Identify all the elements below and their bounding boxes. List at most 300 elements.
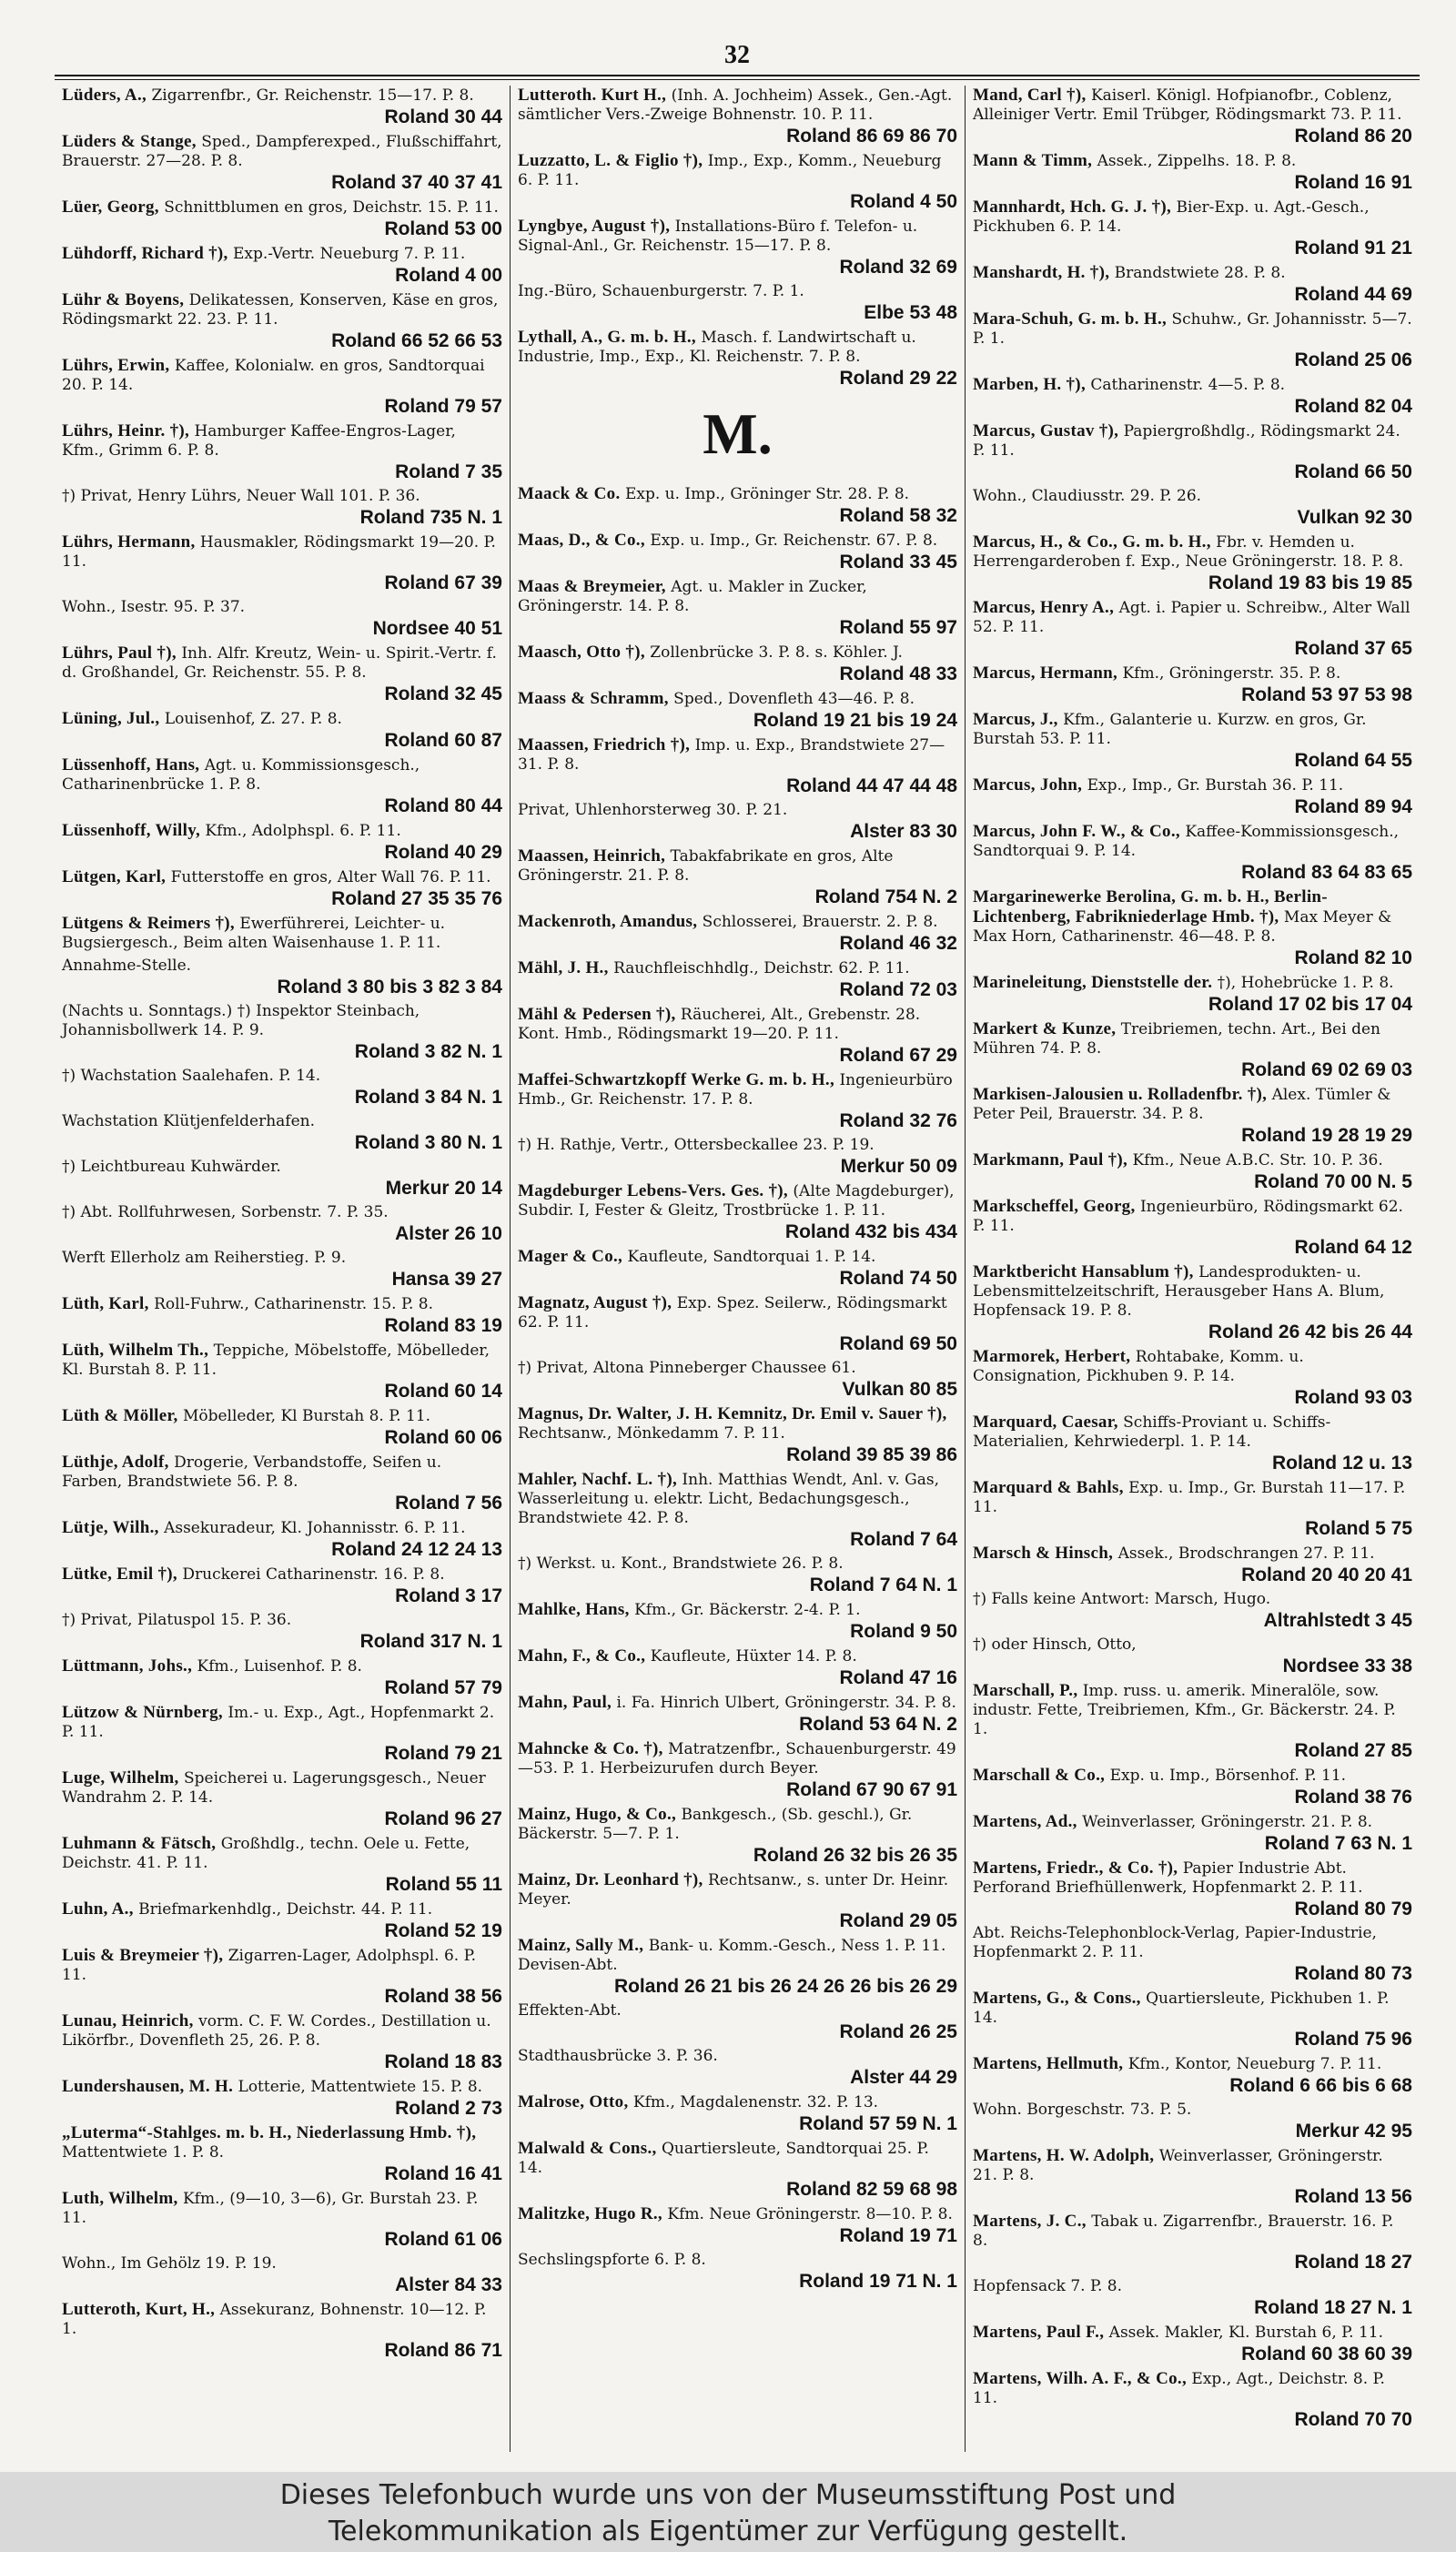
entry-name: Marcus, Gustav †), — [973, 421, 1119, 441]
entry-name: Lühr & Boyens, — [62, 290, 185, 309]
directory-entry — [973, 1262, 1412, 1343]
directory-entry — [973, 1478, 1412, 1540]
entry-details: Delikatessen, Konserven, Käse en gros, Rödingsmarkt 22. 23. P. 11. — [62, 291, 499, 329]
directory-entry — [518, 2204, 957, 2247]
entry-phone: Roland 60 87 — [384, 730, 502, 751]
directory-entry — [973, 1924, 1412, 1985]
entry-details: Zigarrenfbr., Gr. Reichenstr. 15—17. P. 8. — [151, 86, 474, 105]
entry-details: vorm. C. F. W. Cordes., Destillation u. Likörfbr., Dovenfleth 25, 26. P. 8. — [62, 2012, 491, 2050]
entry-phone: Roland 66 50 — [1294, 461, 1412, 482]
entry-name: Martens, Ad., — [973, 1812, 1077, 1831]
entry-name: Marcus, John, — [973, 775, 1083, 795]
directory-entry — [518, 328, 957, 390]
entry-phone: Roland 53 64 N. 2 — [799, 1714, 957, 1735]
entry-details: Agt. u. Makler in Zucker, Gröningerstr. 14. P. 8. — [518, 578, 867, 615]
entry-name: Mähl, J. H., — [518, 958, 609, 977]
entry-details: (Alte Magdeburger), Subdir. I, Fester & Gleitz, Trostbrücke 1. P. 11. — [518, 1182, 955, 1220]
directory-entry — [62, 197, 502, 240]
entry-phone: Roland 30 44 — [384, 106, 502, 127]
directory-entry — [62, 132, 502, 194]
entry-name: Maack & Co. — [518, 484, 621, 503]
entry-name: Lüssenhoff, Hans, — [62, 755, 200, 775]
entry-phone: Roland 52 19 — [384, 1920, 502, 1941]
entry-name: Lüders, A., — [62, 86, 147, 105]
entry-phone: Roland 82 04 — [1294, 396, 1412, 417]
entry-details: Schuhw., Gr. Johannisstr. 5—7. P. 1. — [973, 310, 1412, 348]
entry-details: Hopfensack 7. P. 8. — [973, 2277, 1122, 2295]
directory-entry — [518, 282, 957, 324]
entry-phone: Roland 19 28 19 29 — [1241, 1125, 1412, 1146]
entry-name: Mahncke & Co. †), — [518, 1739, 663, 1758]
entry-details: Briefmarkenhdlg., Deichstr. 44. P. 11. — [138, 1900, 433, 1919]
entry-phone: Roland 67 39 — [384, 572, 502, 593]
entry-name: Lütgens & Reimers †), — [62, 914, 235, 933]
entry-phone: Roland 3 80 bis 3 82 3 84 — [277, 977, 502, 998]
entry-details: Louisenhof, Z. 27. P. 8. — [164, 710, 342, 728]
entry-details: Imp., Exp., Komm., Neueburg 6. P. 11. — [518, 152, 942, 189]
directory-entry — [62, 1406, 502, 1449]
entry-name: Lyngbye, August †), — [518, 217, 671, 236]
entry-name: Marcus, Henry A., — [973, 598, 1115, 617]
entry-details: Weinverlasser, Gröningerstr. 21. P. 8. — [1082, 1813, 1373, 1831]
entry-details: Wohn. Borgeschstr. 73. P. 5. — [973, 2101, 1192, 2119]
entry-phone: Roland 93 03 — [1294, 1387, 1412, 1408]
directory-entry — [518, 1293, 957, 1355]
directory-entry — [973, 973, 1412, 1016]
entry-details: Werft Ellerholz am Reiherstieg. P. 9. — [62, 1249, 347, 1267]
entry-name: Magnus, Dr. Walter, J. H. Kemnitz, Dr. Emil v. Sauer †), — [518, 1404, 947, 1423]
entry-details: Exp. u. Imp., Börsenhof. P. 11. — [1109, 1767, 1347, 1785]
directory-entry — [62, 643, 502, 705]
entry-name: Lüth, Wilhelm Th., — [62, 1341, 209, 1360]
entry-details: Lotterie, Mattentwiete 15. P. 8. — [238, 2078, 483, 2096]
entry-phone: Roland 3 17 — [395, 1585, 502, 1606]
entry-details: Mattentwiete 1. P. 8. — [62, 2143, 225, 2162]
entry-details: Quartiersleute, Sandtorquai 25. P. 14. — [518, 2140, 929, 2177]
entry-phone: Alster 83 30 — [850, 821, 957, 842]
entry-name: Lüttmann, Johs., — [62, 1656, 193, 1676]
entry-name: Lütke, Emil †), — [62, 1565, 177, 1584]
entry-name: Luge, Wilhelm, — [62, 1768, 179, 1787]
entry-phone: Roland 2 73 — [395, 2098, 502, 2119]
directory-entry — [518, 1070, 957, 1132]
directory-entry — [518, 1404, 957, 1466]
entry-phone: Nordsee 40 51 — [372, 618, 502, 639]
entry-name: Malwald & Cons., — [518, 2139, 657, 2158]
entry-details: (Inh. A. Jochheim) Assek., Gen.-Agt. sämtlicher Vers.-Zweige Bohnenstr. 10. P. 11. — [518, 86, 953, 124]
directory-entry — [973, 1347, 1412, 1409]
entry-details: Max Meyer & Max Horn, Catharinenstr. 46—48. P. 8. — [973, 908, 1392, 946]
entry-details: Kaffee-Kommissionsgesch., Sandtorquai 9. P. 14. — [973, 823, 1400, 860]
entry-phone: Roland 3 84 N. 1 — [354, 1087, 502, 1108]
entry-name: Martens, Friedr., & Co. †), — [973, 1858, 1178, 1878]
directory-entry — [62, 2011, 502, 2073]
entry-details: †) Wachstation Saalehafen. P. 14. — [62, 1067, 321, 1085]
entry-name: Marcus, John F. W., & Co., — [973, 822, 1180, 841]
entry-details: Ingenieurbüro, Rödingsmarkt 62. P. 11. — [973, 1198, 1403, 1235]
entry-details: Schiffs-Proviant u. Schiffs-Materialien, Kehrwiederpl. 1. P. 14. — [973, 1413, 1331, 1451]
entry-name: Manshardt, H. †), — [973, 263, 1110, 282]
entry-details: Futterstoffe en gros, Alter Wall 76. P. 11. — [170, 868, 491, 886]
directory-entry — [518, 1136, 957, 1178]
directory-entry — [62, 2189, 502, 2251]
entry-details: Drogerie, Verbandstoffe, Seifen u. Farben, Brandstwiete 56. P. 8. — [62, 1453, 442, 1491]
directory-entry — [518, 801, 957, 843]
entry-details: Privat, Uhlenhorsterweg 30. P. 21. — [518, 801, 788, 819]
entry-details: Speicherei u. Lagerungsgesch., Neuer Wandrahm 2. P. 14. — [62, 1769, 486, 1807]
directory-entry — [518, 577, 957, 639]
entry-phone: Roland 39 85 39 86 — [786, 1444, 957, 1465]
entry-details: Hamburger Kaffee-Engros-Lager, Kfm., Grimm 6. P. 8. — [62, 422, 456, 460]
entry-details: Exp., Agt., Deichstr. 8. P. 11. — [973, 2370, 1385, 2407]
entry-details: Annahme-Stelle. — [62, 957, 192, 975]
entry-name: Markscheffel, Georg, — [973, 1197, 1136, 1216]
entry-name: Maass & Schramm, — [518, 689, 669, 708]
entry-phone: Roland 20 40 20 41 — [1241, 1565, 1412, 1585]
entry-details: Möbelleder, Kl Burstah 8. P. 11. — [182, 1407, 431, 1425]
directory-entry — [973, 532, 1412, 594]
entry-details: Weinverlasser, Gröningerstr. 21. P. 8. — [973, 2147, 1383, 2184]
entry-phone: Roland 47 16 — [839, 1667, 957, 1688]
entry-phone: Roland 79 21 — [384, 1743, 502, 1764]
directory-entry — [62, 1656, 502, 1699]
entry-details: Kfm. Neue Gröningerstr. 8—10. P. 8. — [667, 2205, 953, 2223]
entry-phone: Roland 317 N. 1 — [359, 1631, 502, 1652]
entry-details: Zigarren-Lager, Adolphspl. 6. P. 11. — [62, 1947, 476, 1984]
entry-phone: Roland 19 71 N. 1 — [799, 2271, 957, 2292]
directory-entry — [518, 846, 957, 908]
directory-entry — [62, 1565, 502, 1607]
entry-details: Kfm., Kontor, Neueburg 7. P. 11. — [1127, 2055, 1382, 2073]
directory-entry — [973, 86, 1412, 147]
entry-phone: Roland 44 47 44 48 — [786, 775, 957, 796]
entry-phone: Roland 754 N. 2 — [814, 886, 957, 907]
entry-details: †) Falls keine Antwort: Marsch, Hugo. — [973, 1590, 1271, 1608]
entry-details: Assek., Zippelhs. 18. P. 8. — [1097, 152, 1297, 170]
entry-details: Kfm., Neue A.B.C. Str. 10. P. 36. — [1132, 1151, 1383, 1170]
directory-entry — [62, 487, 502, 529]
directory-entry — [518, 1247, 957, 1290]
entry-details: †), Hohebrücke 1. P. 8. — [1217, 974, 1394, 992]
entry-phone: Roland 7 64 — [850, 1529, 957, 1550]
entry-phone: Roland 26 21 bis 26 24 26 26 bis 26 29 — [613, 1976, 957, 1997]
entry-name: Luzzatto, L. & Figlio †), — [518, 151, 703, 170]
directory-entry — [62, 2300, 502, 2362]
entry-details: Sped., Dovenfleth 43—46. P. 8. — [673, 690, 915, 708]
directory-entry — [973, 197, 1412, 259]
directory-entry — [973, 1019, 1412, 1081]
directory-entry — [518, 2092, 957, 2135]
directory-entry — [518, 217, 957, 278]
directory-entry — [973, 421, 1412, 483]
directory-entry — [62, 1518, 502, 1561]
entry-name: Mähl & Pedersen †), — [518, 1005, 676, 1024]
entry-name: Malitzke, Hugo R., — [518, 2204, 662, 2223]
directory-entry — [518, 1739, 957, 1801]
entry-details: Sped., Dampferexped., Flußschiffahrt, Brauerstr. 27—28. P. 8. — [62, 133, 502, 170]
footer-notice — [0, 2472, 1456, 2552]
entry-phone: Merkur 50 09 — [840, 1156, 957, 1177]
entry-details: Kfm., Adolphspl. 6. P. 11. — [205, 822, 401, 840]
entry-phone: Vulkan 80 85 — [842, 1379, 957, 1400]
entry-details: Papier Industrie Abt. Perforand Briefhüllenwerk, Hopfenmarkt 2. P. 11. — [973, 1859, 1363, 1897]
entry-details: Stadthausbrücke 3. P. 36. — [518, 2047, 718, 2065]
entry-details: Bankgesch., (Sb. geschl.), Gr. Bäckerstr. 5—7. P. 1. — [518, 1806, 913, 1843]
entry-phone: Roland 48 33 — [839, 663, 957, 684]
directory-entry — [62, 1703, 502, 1765]
entry-name: Marktbericht Hansablum †), — [973, 1262, 1194, 1281]
entry-phone: Roland 18 83 — [384, 2051, 502, 2072]
page-number: 32 — [724, 41, 750, 69]
directory-entry — [62, 356, 502, 418]
directory-entry — [973, 2054, 1412, 2097]
entry-name: Lützow & Nürnberg, — [62, 1703, 223, 1722]
entry-details: Exp.-Vertr. Neueburg 7. P. 11. — [233, 245, 466, 263]
entry-phone: Roland 735 N. 1 — [359, 507, 502, 528]
entry-name: Markert & Kunze, — [973, 1019, 1117, 1038]
entry-name: Lütje, Wilh., — [62, 1518, 159, 1537]
entry-phone: Roland 33 45 — [839, 552, 957, 572]
entry-phone: Roland 3 80 N. 1 — [354, 1132, 502, 1153]
footer-line-1: Dieses Telefonbuch wurde uns von der Museumsstiftung Post und — [279, 2479, 1177, 2511]
entry-name: Mainz, Hugo, & Co., — [518, 1805, 677, 1824]
entry-details: †) Privat, Pilatuspol 15. P. 36. — [62, 1611, 292, 1629]
entry-name: Mand, Carl †), — [973, 86, 1087, 105]
header-rule — [55, 75, 1420, 80]
entry-phone: Roland 37 40 37 41 — [331, 172, 502, 193]
directory-entry — [518, 1470, 957, 1551]
entry-details: Ingenieurbüro Hmb., Gr. Reichenstr. 17. P. 8. — [518, 1071, 953, 1109]
entry-name: Maffei-Schwartzkopff Werke G. m. b. H., — [518, 1070, 835, 1089]
directory-entry — [973, 598, 1412, 660]
entry-details: †) Werkst. u. Kont., Brandstwiete 26. P. 8. — [518, 1554, 844, 1573]
directory-entry — [62, 1611, 502, 1653]
directory-page — [55, 36, 1420, 2465]
entry-details: Kaufleute, Sandtorquai 1. P. 14. — [627, 1248, 876, 1266]
entry-details: Treibriemen, techn. Art., Bei den Mühren 74. P. 8. — [973, 1020, 1380, 1058]
entry-phone: Roland 38 56 — [384, 1986, 502, 2007]
entry-details: Assek. Makler, Kl. Burstah 6, P. 11. — [1108, 2324, 1383, 2342]
entry-name: Lühdorff, Richard †), — [62, 244, 228, 263]
entry-details: Quartiersleute, Pickhuben 1. P. 14. — [973, 1990, 1390, 2027]
entry-phone: Roland 86 69 86 70 — [786, 126, 957, 147]
entry-phone: Roland 80 73 — [1294, 1963, 1412, 1984]
entry-phone: Alster 84 33 — [395, 2274, 502, 2295]
entry-phone: Roland 18 27 — [1294, 2252, 1412, 2273]
entry-details: Rauchfleischhdlg., Deichstr. 62. P. 11. — [613, 959, 910, 977]
entry-name: Martens, Wilh. A. F., & Co., — [973, 2369, 1188, 2388]
entry-name: Lüthje, Adolf, — [62, 1453, 169, 1472]
directory-entry — [973, 1766, 1412, 1808]
directory-entry — [62, 86, 502, 128]
entry-details: Exp. Spez. Seilerw., Rödingsmarkt 62. P. 11. — [518, 1294, 947, 1332]
entry-name: Malrose, Otto, — [518, 2092, 629, 2111]
directory-entry — [518, 2047, 957, 2089]
column-1 — [55, 86, 510, 2452]
entry-name: Magdeburger Lebens-Vers. Ges. †), — [518, 1181, 788, 1200]
entry-details: i. Fa. Hinrich Ulbert, Gröningerstr. 34. P. 8. — [616, 1694, 956, 1712]
entry-name: Luth, Wilhelm, — [62, 2189, 178, 2208]
entry-phone: Roland 38 76 — [1294, 1787, 1412, 1808]
entry-phone: Vulkan 92 30 — [1297, 507, 1412, 528]
entry-name: Marschall, P., — [973, 1681, 1078, 1700]
entry-phone: Roland 57 59 N. 1 — [799, 2113, 957, 2134]
directory-entry — [518, 1693, 957, 1736]
directory-entry — [62, 290, 502, 352]
directory-entry — [518, 2251, 957, 2293]
entry-name: Lüssenhoff, Willy, — [62, 821, 201, 840]
entry-details: Alex. Tümler & Peter Peil, Brauerstr. 34. P. 8. — [973, 1086, 1391, 1123]
entry-phone: Roland 32 45 — [384, 684, 502, 704]
entry-phone: Roland 55 97 — [839, 617, 957, 638]
entry-name: Lüer, Georg, — [62, 197, 159, 217]
directory-entry — [62, 532, 502, 594]
entry-name: Mahn, Paul, — [518, 1693, 612, 1712]
entry-name: Magnatz, August †), — [518, 1293, 672, 1312]
entry-name: Marcus, H., & Co., G. m. b. H., — [973, 532, 1211, 552]
directory-entry — [518, 2139, 957, 2201]
entry-phone: Roland 69 50 — [839, 1333, 957, 1354]
entry-phone: Roland 24 12 24 13 — [331, 1539, 502, 1560]
directory-entry — [518, 1646, 957, 1689]
entry-name: Mackenroth, Amandus, — [518, 912, 698, 931]
entry-name: Luhn, A., — [62, 1899, 134, 1919]
directory-entry — [62, 1834, 502, 1896]
entry-name: Lüth, Karl, — [62, 1294, 149, 1313]
entry-name: Lührs, Heinr. †), — [62, 421, 190, 441]
entry-details: Imp. russ. u. amerik. Mineralöle, sow. industr. Fette, Treibriemen, Kfm., Gr. Bäckerstr. 24. P. 1. — [973, 1682, 1396, 1738]
directory-entry — [973, 1636, 1412, 1677]
directory-entry — [62, 867, 502, 910]
directory-entry — [62, 598, 502, 640]
entry-phone: Roland 64 55 — [1294, 750, 1412, 771]
directory-entry — [518, 2001, 957, 2043]
directory-entry — [62, 2123, 502, 2185]
directory-entry — [973, 1150, 1412, 1193]
entry-details: Rechtsanw., Mönkedamm 7. P. 11. — [518, 1424, 785, 1443]
entry-phone: Roland 86 20 — [1294, 126, 1412, 147]
entry-name: Martens, Hellmuth, — [973, 2054, 1124, 2073]
directory-entry — [973, 1197, 1412, 1259]
entry-name: Lutteroth. Kurt H., — [518, 86, 667, 105]
directory-entry — [62, 709, 502, 752]
directory-entry — [973, 2212, 1412, 2274]
entry-details: Schnittblumen en gros, Deichstr. 15. P. 11. — [164, 198, 499, 217]
column-2 — [510, 86, 965, 2452]
entry-phone: Roland 67 29 — [839, 1045, 957, 1066]
directory-entry — [518, 1600, 957, 1643]
entry-details: Inh. Matthias Wendt, Anl. v. Gas, Wasserleitung u. elektr. Licht, Bedachungsgesch., Brandstwiete 42. P. 8. — [518, 1471, 940, 1527]
entry-details: Roll-Fuhrw., Catharinenstr. 15. P. 8. — [154, 1295, 433, 1313]
entry-details: Druckerei Catharinenstr. 16. P. 8. — [182, 1565, 445, 1584]
columns — [55, 86, 1420, 2452]
directory-entry — [62, 1112, 502, 1154]
entry-details: Im.- u. Exp., Agt., Hopfenmarkt 2. P. 11. — [62, 1704, 495, 1741]
directory-entry — [973, 663, 1412, 706]
entry-details: †) Leichtbureau Kuhwärder. — [62, 1158, 281, 1176]
entry-phone: Roland 9 50 — [850, 1621, 957, 1642]
entry-details: Hausmakler, Rödingsmarkt 19—20. P. 11. — [62, 533, 496, 571]
entry-details: Brandstwiete 28. P. 8. — [1114, 264, 1286, 282]
entry-details: †) Privat, Henry Lührs, Neuer Wall 101. P. 36. — [62, 487, 420, 505]
directory-entry — [62, 1768, 502, 1830]
entry-name: Mainz, Sally M., — [518, 1936, 644, 1955]
entry-name: Maasch, Otto †), — [518, 643, 645, 662]
entry-phone: Roland 44 69 — [1294, 284, 1412, 305]
entry-details: Ewerführerei, Leichter- u. Bugsiergesch., Beim alten Waisenhause 1. P. 11. — [62, 915, 446, 952]
entry-details: Bank- u. Komm.-Gesch., Ness 1. P. 11. Devisen-Abt. — [518, 1937, 946, 1974]
entry-phone: Roland 26 32 bis 26 35 — [753, 1845, 957, 1866]
entry-phone: Roland 5 75 — [1305, 1518, 1412, 1539]
directory-entry — [62, 1067, 502, 1109]
entry-name: Mara-Schuh, G. m. b. H., — [973, 309, 1168, 329]
entry-phone: Merkur 42 95 — [1295, 2121, 1412, 2142]
entry-details: Rohtabake, Komm. u. Consignation, Pickhuben 9. P. 14. — [973, 1348, 1304, 1385]
directory-entry — [518, 958, 957, 1001]
entry-phone: Roland 4 00 — [395, 265, 502, 286]
entry-phone: Roland 96 27 — [384, 1808, 502, 1829]
directory-entry — [973, 1544, 1412, 1586]
entry-phone: Alster 26 10 — [395, 1223, 502, 1244]
entry-details: Agt. i. Papier u. Schreibw., Alter Wall 52. P. 11. — [973, 599, 1410, 636]
directory-entry — [973, 2323, 1412, 2365]
entry-name: Marben, H. †), — [973, 375, 1086, 394]
entry-details: Exp., Imp., Gr. Burstah 36. P. 11. — [1087, 776, 1344, 795]
entry-phone: Roland 46 32 — [839, 933, 957, 954]
entry-phone: Roland 29 22 — [839, 368, 957, 389]
directory-entry — [518, 1359, 957, 1401]
directory-entry — [973, 1989, 1412, 2051]
directory-entry — [62, 821, 502, 864]
entry-phone: Roland 82 59 68 98 — [786, 2179, 957, 2200]
entry-phone: Roland 32 76 — [839, 1110, 957, 1131]
entry-phone: Roland 12 u. 13 — [1271, 1453, 1412, 1473]
entry-phone: Roland 37 65 — [1294, 638, 1412, 659]
entry-phone: Roland 82 10 — [1294, 947, 1412, 968]
entry-phone: Merkur 20 14 — [385, 1178, 502, 1199]
entry-phone: Roland 60 38 60 39 — [1241, 2344, 1412, 2365]
column-3 — [965, 86, 1420, 2452]
entry-phone: Roland 4 50 — [850, 191, 957, 212]
entry-details: Wohn., Isestr. 95. P. 37. — [62, 598, 246, 616]
directory-entry — [518, 735, 957, 797]
directory-entry — [973, 822, 1412, 884]
entry-details: Abt. Reichs-Telephonblock-Verlag, Papier-Industrie, Hopfenmarkt 2. P. 11. — [973, 1924, 1377, 1961]
entry-phone: Roland 40 29 — [384, 842, 502, 863]
entry-details: Tabakfabrikate en gros, Alte Gröningerstr. 21. P. 8. — [518, 847, 894, 885]
directory-entry — [518, 86, 957, 147]
entry-phone: Roland 60 06 — [384, 1427, 502, 1448]
directory-entry — [518, 689, 957, 732]
entry-name: Lührs, Hermann, — [62, 532, 196, 552]
footer-line-2: Telekommunikation als Eigentümer zur Verfügung gestellt. — [328, 2516, 1128, 2547]
entry-phone: Roland 29 05 — [839, 1910, 957, 1931]
directory-entry — [518, 1805, 957, 1867]
entry-details: Kaiserl. Königl. Hofpianofbr., Coblenz, Alleiniger Vertr. Emil Trübger, Rödingsmarkt 73. P. 11. — [973, 86, 1402, 124]
entry-phone: Roland 72 03 — [839, 979, 957, 1000]
directory-entry — [973, 263, 1412, 306]
entry-phone: Roland 67 90 67 91 — [786, 1779, 957, 1800]
directory-entry — [973, 2101, 1412, 2142]
entry-name: Luis & Breymeier †), — [62, 1946, 224, 1965]
entry-details: Wachstation Klütjenfelderhafen. — [62, 1112, 315, 1130]
entry-details: Assekuranz, Bohnenstr. 10—12. P. 1. — [62, 2301, 487, 2338]
directory-entry — [973, 1590, 1412, 1632]
entry-details: Exp. u. Imp., Gr. Burstah 11—17. P. 11. — [973, 1479, 1406, 1516]
entry-phone: Roland 83 19 — [384, 1315, 502, 1336]
directory-entry — [973, 309, 1412, 371]
directory-entry — [973, 375, 1412, 418]
